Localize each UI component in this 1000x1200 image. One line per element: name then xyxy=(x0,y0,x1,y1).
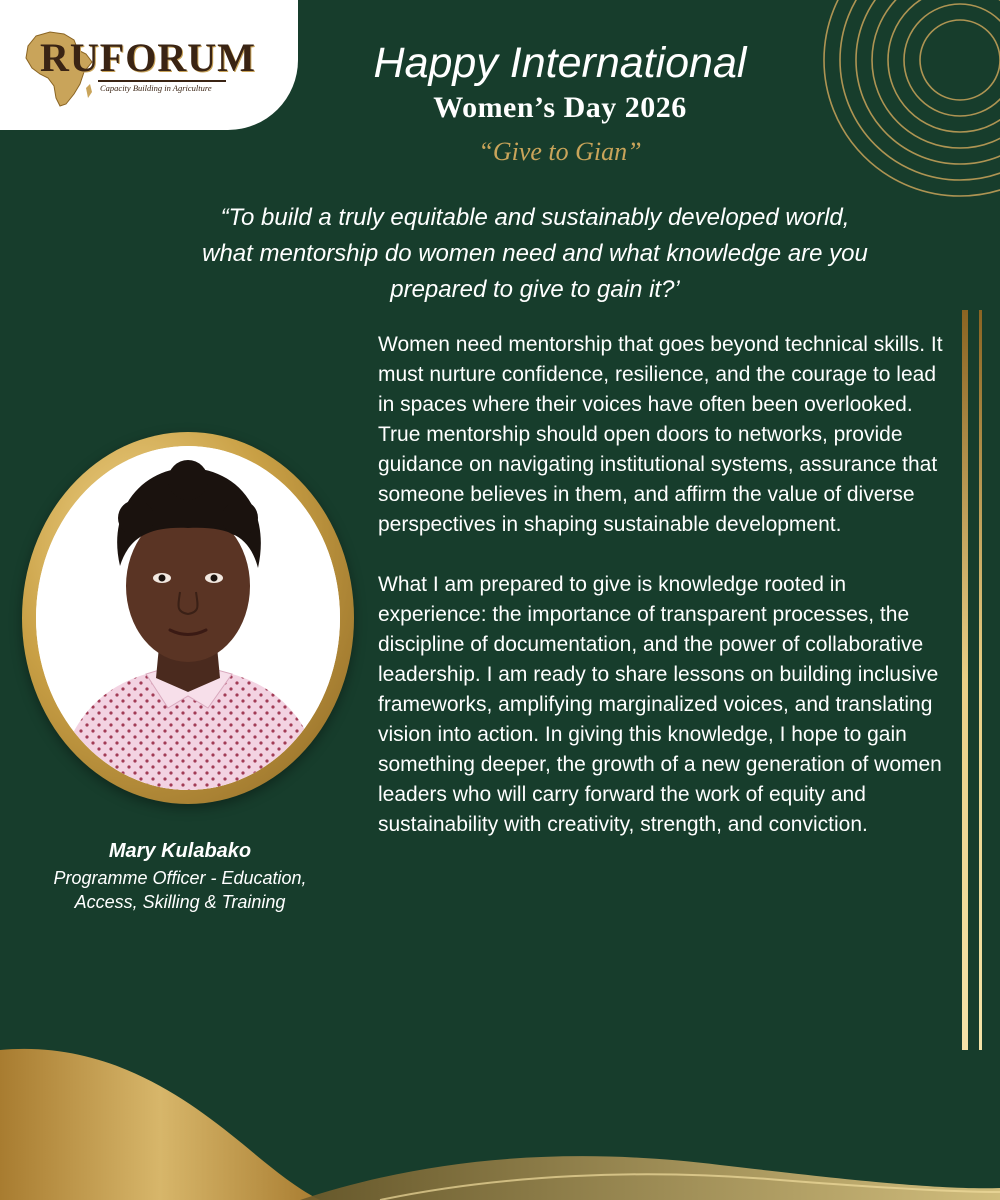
theme-subtitle: “Give to Gian” xyxy=(478,137,642,166)
answer-paragraph-2: What I am prepared to give is knowledge rooted in experience: the importance of transparent processes, the discipline of documentation, and the power of collaborative leadership. I am ready to share lessons on building inclusive frameworks, amplifying marginalized voices, and translating vision into action. In giving this knowledge, I hope to gain something deeper, the growth of a new generation of women leaders who will carry forward the work of equity and sustainability with creativity, strength, and conviction. xyxy=(378,573,942,836)
portrait-photo xyxy=(36,446,340,790)
person-role-line-1: Programme Officer - Education, xyxy=(53,868,307,888)
logo-wordmark: RUFORUM xyxy=(40,35,256,80)
portrait-frame xyxy=(22,432,354,804)
answer-paragraph-1: Women need mentorship that goes beyond technical skills. It must nurture confidence, resilience, and the courage to lead in spaces where their voices have often been overlooked. True mentorship should open doors to networks, provide guidance on navigating institutional systems, assurance that someone believes in them, and affirm the value of diverse perspectives in shaping sustainable development. xyxy=(378,333,943,536)
ruforum-logo xyxy=(20,28,256,110)
heading-happy-international: Happy International xyxy=(373,39,747,87)
bottom-wave-decoration xyxy=(0,1040,1000,1200)
person-role-line-2: Access, Skilling & Training xyxy=(74,892,286,912)
person-name: Mary Kulabako xyxy=(108,840,252,862)
vertical-gold-bars xyxy=(955,305,995,1065)
question-text: “To build a truly equitable and sustainably developed world, what mentorship do women need and what knowledge are you prepared to give to gain it?’ xyxy=(202,204,868,303)
person-role xyxy=(20,866,340,914)
answer-body xyxy=(378,330,948,840)
logo-divider xyxy=(98,80,226,82)
person-portrait-illustration xyxy=(36,446,340,790)
logo-tagline: Capacity Building in Agriculture xyxy=(100,83,212,93)
logo-card xyxy=(0,0,298,130)
heading-womens-day: Women’s Day 2026 xyxy=(433,91,687,124)
